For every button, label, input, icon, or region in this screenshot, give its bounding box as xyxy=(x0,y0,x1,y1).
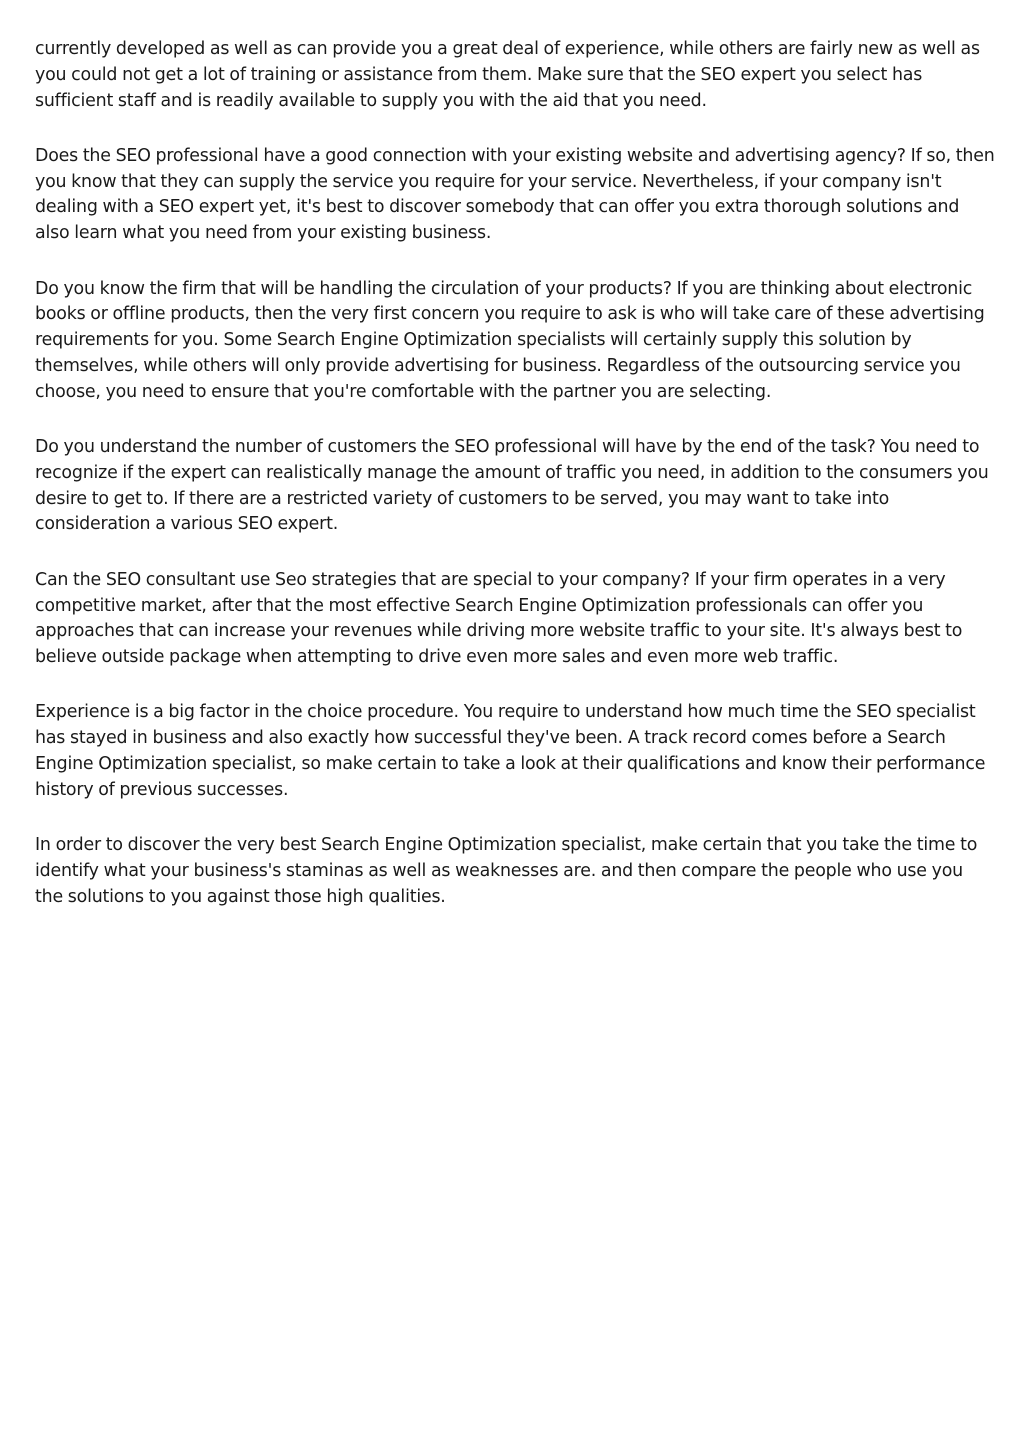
paragraph-6: Experience is a big factor in the choice procedure. You require to understand how much time the SEO specialist has stayed in business and also exactly how successful they've been. A track record comes before a Search Engine Optimization specialist, so make certain to take a look at their qualifications and know their performance history of previous successes. xyxy=(35,702,986,800)
paragraph-4: Do you understand the number of customers the SEO professional will have by the end of the task? You need to recognize if the expert can realistically manage the amount of traffic you need, in addition to the consumers you desire to get to. If there are a restricted variety of customers to be served, you may want to take into consideration a various SEO expert. xyxy=(35,437,989,535)
paragraph-3: Do you know the firm that will be handling the circulation of your products? If you are thinking about electronic books or offline products, then the very first concern you require to ask is who will take care of these advertising requirements for you. Some Search Engine Optimization specialists will certainly supply this solution by themselves, while others will only provide advertising for business. Regardless of the outsourcing service you choose, you need to ensure that you're comfortable with the partner you are selecting. xyxy=(35,278,985,402)
paragraph-5: Can the SEO consultant use Seo strategies that are special to your company? If your firm operates in a very competitive market, after that the most effective Search Engine Optimization professionals can offer you approaches that can increase your revenues while driving more website traffic to your site. It's always best to believe outside package when attempting to drive even more sales and even more web traffic. xyxy=(35,569,963,668)
paragraph-1: currently developed as well as can provide you a great deal of experience, while others are fairly new as well as you could not get a lot of training or assistance from them. Make sure that the SEO expert you select has sufficient staff and is readily available to supply you with the aid that you need. xyxy=(35,39,980,111)
document-page xyxy=(35,37,995,940)
paragraph-7: In order to discover the very best Search Engine Optimization specialist, make certain that you take the time to identify what your business's staminas as well as weaknesses are. and then compare the people who use you the solutions to you against those high qualities. xyxy=(35,835,978,907)
paragraph-2: Does the SEO professional have a good connection with your existing website and advertising agency? If so, then you know that they can supply the service you require for your service. Nevertheless, if your company isn't dealing with a SEO expert yet, it's best to discover somebody that can offer you extra thorough solutions and also learn what you need from your existing business. xyxy=(35,145,995,244)
